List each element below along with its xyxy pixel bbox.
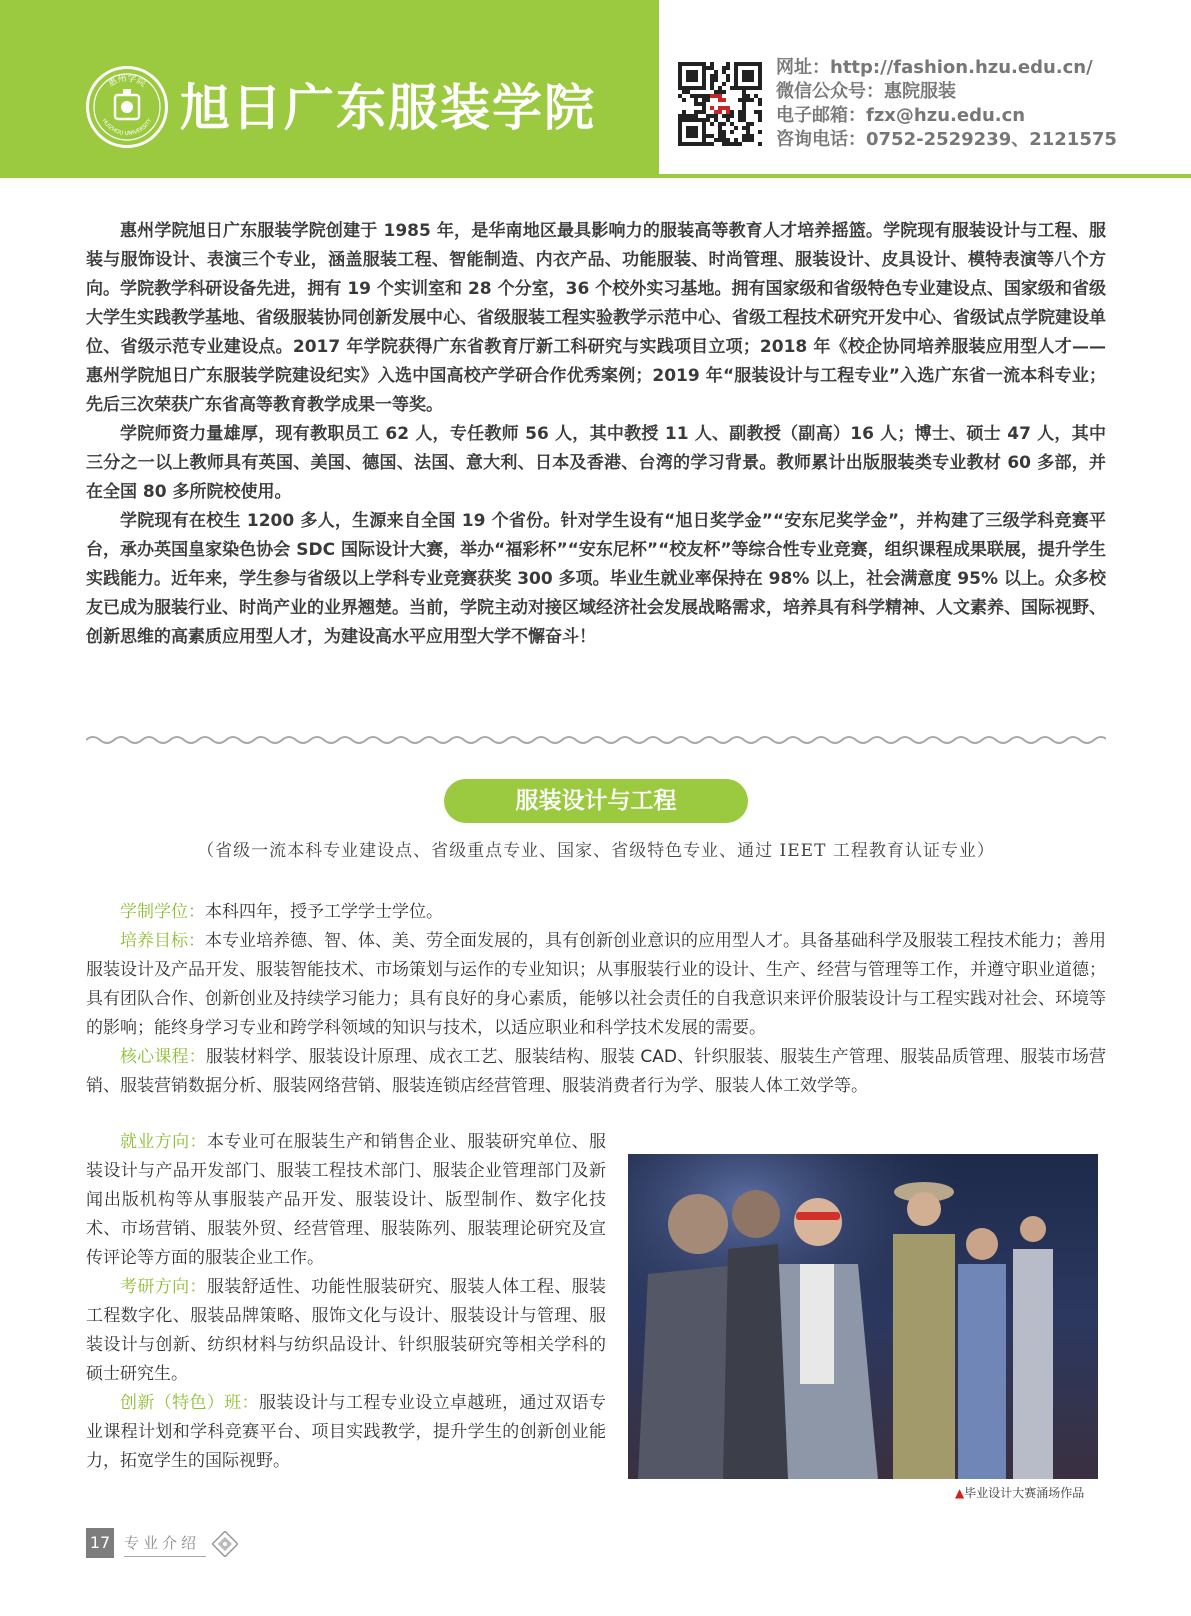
item-label: 培养目标： xyxy=(120,931,205,951)
page-number: 17 xyxy=(86,1528,114,1558)
wavy-divider xyxy=(86,734,1106,746)
intro-paragraph: 学院师资力量雄厚，现有教职员工 62 人，专任教师 56 人，其中教授 11 人、副教授（副高）16 人；博士、硕士 47 人，其中三分之一以上教师具有英国、美国、德国、法国、意大利、日本及香港、台湾的学习背景。教师累计出版服装类专业教材 60 多部，并在全国 80 多所院校使用。 xyxy=(86,424,1106,502)
degree-item xyxy=(86,898,1106,927)
item-text: 本科四年，授予工学学士学位。 xyxy=(205,902,443,922)
email-line: 电子邮箱：fzx@hzu.edu.cn xyxy=(776,105,1026,126)
intro-paragraph: 学院现有在校生 1200 多人，生源来自全国 19 个省份。针对学生设有“旭日奖学金”“安东尼奖学金”，并构建了三级学科竞赛平台，承办英国皇家染色协会 SDC 国际设计大赛，举办“福彩杯”“安东尼杯”“校友杯”等综合性专业竞赛，组织课程成果联展，提升学生实践能力。近年来，学生参与省级以上学科专业竞赛获奖 300 多项。毕业生就业率保持在 98% 以上，社会满意度 95% 以上。众多校友已成为服装行业、时尚产业的业界翘楚。当前，学院主动对接区域经济社会发展战略需求，培养具有科学精神、人文素养、国际视野、创新思维的高素质应用型人才，为建设高水平应用型大学不懈奋斗！ xyxy=(86,511,1106,647)
item-text: 服装材料学、服装设计原理、成衣工艺、服装结构、服装 CAD、针织服装、服装生产管理、服装品质管理、服装市场营销、服装营销数据分析、服装网络营销、服装连锁店经营管理、服装消费者行为学、服装人体工效学等。 xyxy=(86,1047,1107,1096)
item-text: 服装设计与工程专业设立卓越班，通过双语专业课程计划和学科竞赛平台、项目实践教学，提升学生的创新创业能力，拓宽学生的国际视野。 xyxy=(86,1393,607,1471)
qr-code xyxy=(677,62,763,146)
item-label: 核心课程： xyxy=(120,1047,206,1067)
logo-text-top: 惠州学院 xyxy=(106,73,148,90)
program-details xyxy=(86,898,1106,1101)
caption-marker: ▲ xyxy=(955,1486,965,1500)
caption-text: 毕业设计大赛涌场作品 xyxy=(964,1486,1085,1500)
section-subtitle: （省级一流本科专业建设点、省级重点专业、国家、省级特色专业、通过 IEET 工程教育认证专业） xyxy=(197,841,995,861)
phone-line: 咨询电话：0752-2529239、2121575 xyxy=(776,129,1117,150)
intro-text xyxy=(86,217,1106,652)
item-label: 学制学位： xyxy=(120,902,205,922)
item-label: 就业方向： xyxy=(120,1132,207,1152)
item-label: 考研方向： xyxy=(120,1277,207,1297)
courses-item xyxy=(86,1043,1106,1101)
website-line: 网址：http://fashion.hzu.edu.cn/ xyxy=(776,57,1093,78)
university-logo xyxy=(86,66,168,148)
program-details-left xyxy=(86,1128,606,1476)
special-class-item xyxy=(86,1389,606,1476)
intro-paragraph: 惠州学院旭日广东服装学院创建于 1985 年，是华南地区最具影响力的服装高等教育人才培养摇篮。学院现有服装设计与工程、服装与服饰设计、表演三个专业，涵盖服装工程、智能制造、内衣产品、功能服装、时尚管理、服装设计、皮具设计、模特表演等八个方向。学院教学科研设备先进，拥有 19 个实训室和 28 个分室，36 个校外实习基地。拥有国家级和省级特色专业建设点、国家级和省级大学生实践教学基地、省级服装协同创新发展中心、省级服装工程实验教学示范中心、省级工程技术研究开发中心、省级试点学院建设单位、省级示范专业建设点。2017 年学院获得广东省教育厅新工科研究与实践项目立项；2018 年《校企协同培养服装应用型人才——惠州学院旭日广东服装学院建设纪实》入选中国高校产学研合作优秀案例；2019 年“服装设计与工程专业”入选广东省一流本科专业；先后三次荣获广东省高等教育教学成果一等奖。 xyxy=(86,221,1106,415)
section-title: 服装设计与工程 xyxy=(444,779,748,823)
footer-section-label: 专业介绍 xyxy=(124,1534,201,1552)
item-text: 本专业培养德、智、体、美、劳全面发展的，具有创新创业意识的应用型人才。具备基础科学及服装工程技术能力；善用服装设计及产品开发、服装智能技术、市场策划与运作的专业知识；从事服装行业的设计、生产、经营与管理等工作，并遵守职业道德；具有团队合作、创新创业及持续学习能力；具有良好的身心素质，能够以社会责任的自我意识来评价服装设计与工程实践对社会、环境等的影响；能终身学习专业和跨学科领域的知识与技术，以适应职业和科学技术发展的需要。 xyxy=(86,931,1106,1038)
logo-text-bottom: HUIZHOU UNIVERSITY xyxy=(100,118,154,138)
objective-item xyxy=(86,927,1106,1043)
footer-rule xyxy=(124,1556,206,1557)
wechat-line: 微信公众号：惠院服装 xyxy=(776,81,956,102)
photo-caption xyxy=(955,1484,1084,1501)
ornament-icon xyxy=(212,1531,238,1557)
runway-photo xyxy=(628,1154,1098,1479)
graduate-item xyxy=(86,1273,606,1389)
item-label: 创新（特色）班： xyxy=(120,1393,259,1413)
item-text: 本专业可在服装生产和销售企业、服装研究单位、服装设计与产品开发部门、服装工程技术部门、服装企业管理部门及新闻出版机构等从事服装产品开发、服装设计、版型制作、数字化技术、市场营销、服装外贸、经营管理、服装陈列、服装理论研究及宣传评论等方面的服装企业工作。 xyxy=(86,1132,607,1268)
college-name: 旭日广东服装学院 xyxy=(180,79,596,137)
header-rule xyxy=(659,174,1191,178)
contact-info xyxy=(776,56,1117,152)
item-text: 服装舒适性、功能性服装研究、服装人体工程、服装工程数字化、服装品牌策略、服饰文化与设计、服装设计与管理、服装设计与创新、纺织材料与纺织品设计、针织服装研究等相关学科的硕士研究生。 xyxy=(86,1277,607,1384)
career-item xyxy=(86,1128,606,1273)
